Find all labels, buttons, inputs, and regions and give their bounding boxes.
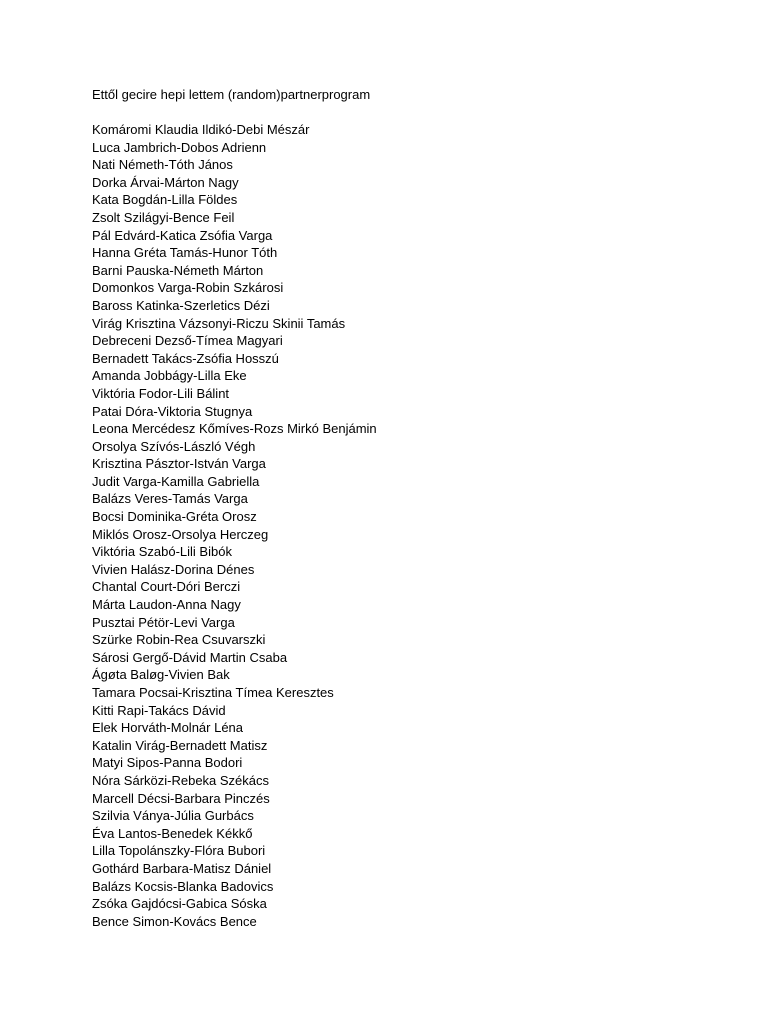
pair-list-item: Balázs Veres-Tamás Varga bbox=[92, 491, 248, 507]
pair-list-item: Leona Mercédesz Kőmíves-Rozs Mirkó Benjámin bbox=[92, 421, 377, 437]
pair-list-item: Lilla Topolánszky-Flóra Bubori bbox=[92, 843, 266, 859]
pair-list-item: Pusztai Pétör-Levi Varga bbox=[92, 614, 235, 630]
pair-list-item: Balázs Kocsis-Blanka Badovics bbox=[92, 878, 274, 894]
pair-list-item: Katalin Virág-Bernadett Matisz bbox=[92, 737, 268, 753]
pair-list-item: Gothárd Barbara-Matisz Dániel bbox=[92, 860, 272, 876]
pair-list-item: Debreceni Dezső-Tímea Magyari bbox=[92, 333, 283, 349]
pair-list-item: Kata Bogdán-Lilla Földes bbox=[92, 192, 238, 208]
pair-list-item: Nóra Sárközi-Rebeka Székács bbox=[92, 772, 270, 788]
pair-list-item: Zsóka Gajdócsi-Gabica Sóska bbox=[92, 896, 267, 912]
pair-list-item: Viktória Fodor-Lili Bálint bbox=[92, 385, 230, 401]
pair-list-item: Krisztina Pásztor-István Varga bbox=[92, 456, 266, 472]
pair-list-item: Szilvia Ványa-Júlia Gurbács bbox=[92, 808, 254, 824]
pair-list-item: Zsolt Szilágyi-Bence Feil bbox=[92, 209, 235, 225]
pair-list-item: Virág Krisztina Vázsonyi-Riczu Skinii Tamás bbox=[92, 315, 346, 331]
pair-list-item: Bocsi Dominika-Gréta Orosz bbox=[92, 509, 257, 525]
pair-list-item: Marcell Décsi-Barbara Pinczés bbox=[92, 790, 270, 806]
pair-list-item: Miklós Orosz-Orsolya Herczeg bbox=[92, 526, 269, 542]
pair-list-item: Baross Katinka-Szerletics Dézi bbox=[92, 297, 270, 313]
pair-list-item: Éva Lantos-Benedek Kékkő bbox=[92, 825, 253, 841]
pair-list-item: Pál Edvárd-Katica Zsófia Varga bbox=[92, 227, 273, 243]
pair-list-item: Szürke Robin-Rea Csuvarszki bbox=[92, 632, 266, 648]
pair-list-item: Dorka Árvai-Márton Nagy bbox=[92, 174, 239, 190]
pair-list-item: Chantal Court-Dóri Berczi bbox=[92, 579, 241, 595]
pair-list-item: Matyi Sipos-Panna Bodori bbox=[92, 755, 243, 771]
pair-list-item: Bence Simon-Kovács Bence bbox=[92, 913, 257, 929]
pair-list-item: Hanna Gréta Tamás-Hunor Tóth bbox=[92, 245, 278, 261]
pair-list-item: Sárosi Gergő-Dávid Martin Csaba bbox=[92, 649, 288, 665]
pair-list-item: Domonkos Varga-Robin Szkárosi bbox=[92, 280, 284, 296]
pair-list-item: Amanda Jobbágy-Lilla Eke bbox=[92, 368, 247, 384]
pair-list-item: Patai Dóra-Viktoria Stugnya bbox=[92, 403, 253, 419]
pair-list-item: Barni Pauska-Németh Márton bbox=[92, 262, 264, 278]
pair-list bbox=[92, 121, 377, 930]
pair-list-item: Elek Horváth-Molnár Léna bbox=[92, 720, 244, 736]
pair-list-item: Tamara Pocsai-Krisztina Tímea Keresztes bbox=[92, 685, 334, 700]
pair-list-item: Judit Varga-Kamilla Gabriella bbox=[92, 473, 260, 489]
pair-list-item: Viktória Szabó-Lili Bibók bbox=[92, 544, 232, 560]
pair-list-item: Kitti Rapi-Takács Dávid bbox=[92, 702, 226, 718]
pair-list-item: Nati Németh-Tóth János bbox=[92, 157, 233, 173]
pair-list-item: Bernadett Takács-Zsófia Hosszú bbox=[92, 350, 279, 366]
pair-list-item: Vivien Halász-Dorina Dénes bbox=[92, 561, 255, 577]
pair-list-item: Komáromi Klaudia Ildikó-Debi Mészár bbox=[92, 122, 310, 137]
pair-list-item: Orsolya Szívós-László Végh bbox=[92, 438, 256, 454]
pair-list-item: Luca Jambrich-Dobos Adrienn bbox=[92, 139, 267, 155]
pair-list-item: Márta Laudon-Anna Nagy bbox=[92, 597, 241, 613]
pair-list-item: Ágøta Baløg-Vivien Bak bbox=[92, 667, 230, 683]
document-title: Ettől gecire hepi lettem (random)partnerprogram bbox=[92, 87, 371, 102]
